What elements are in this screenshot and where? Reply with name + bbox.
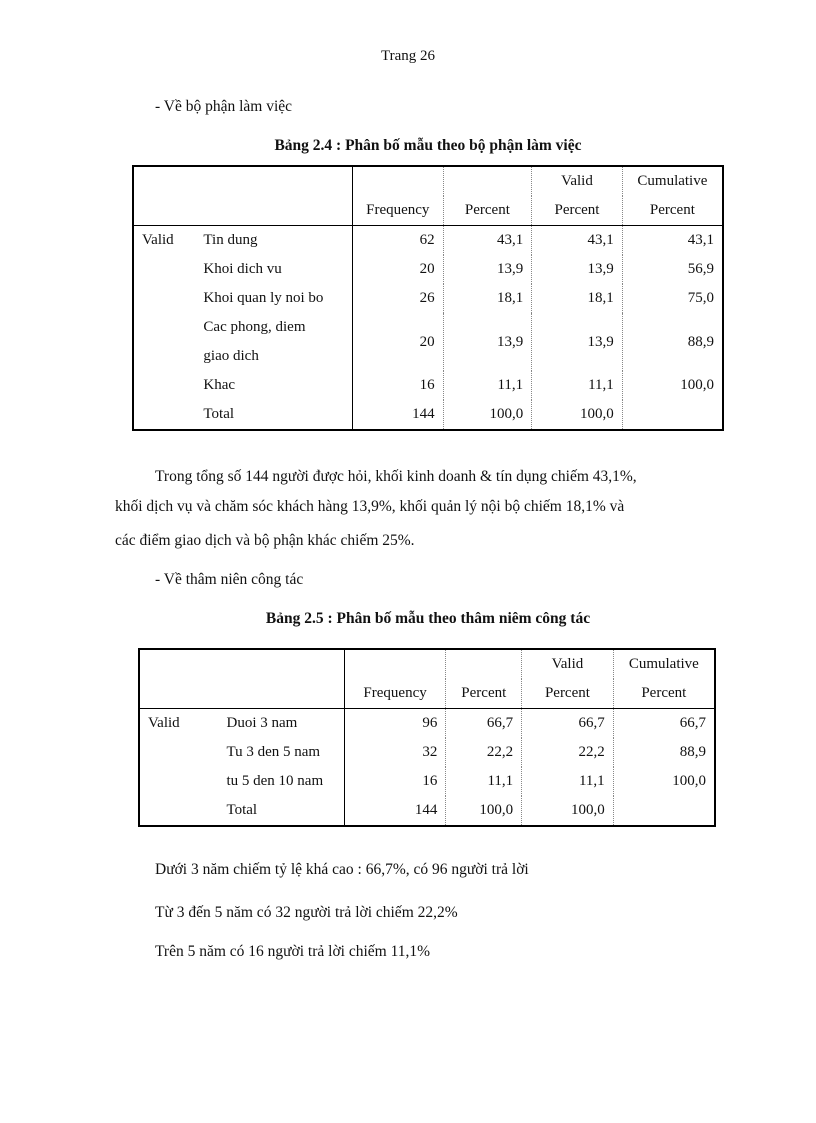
- section-heading-seniority: - Về thâm niên công tác: [155, 571, 304, 588]
- table-corner: [133, 166, 352, 226]
- cell-cumulative: [622, 400, 723, 430]
- cell-cumulative: 75,0: [622, 284, 723, 313]
- header-cumulative-top: Cumulative: [613, 649, 715, 679]
- cell-valid-percent: 22,2: [522, 738, 614, 767]
- cell-frequency: 16: [344, 767, 446, 796]
- header-percent: Percent: [446, 679, 522, 709]
- table-2-4: [132, 165, 724, 431]
- header-cumulative-percent: Percent: [622, 196, 723, 226]
- summary-line-3: Trên 5 năm có 16 người trả lời chiếm 11,1%: [155, 943, 431, 960]
- paragraph-line-1: Trong tổng số 144 người được hỏi, khối kinh doanh & tín dụng chiếm 43,1%,: [155, 468, 637, 485]
- table-row-total: [139, 796, 715, 826]
- paragraph-line-2: khối dịch vụ và chăm sóc khách hàng 13,9%, khối quản lý nội bộ chiếm 18,1% và: [115, 498, 625, 515]
- header-frequency: Frequency: [352, 196, 443, 226]
- row-label: Khac: [203, 377, 236, 393]
- row-label: Total: [226, 802, 258, 818]
- table-row: [139, 738, 715, 767]
- cell-percent: 13,9: [443, 255, 532, 284]
- header-valid-percent: Percent: [522, 679, 614, 709]
- cell-percent: 22,2: [446, 738, 522, 767]
- table-row: [139, 767, 715, 796]
- table-row: [133, 313, 723, 371]
- row-label: [195, 313, 352, 371]
- cell-valid-percent: 100,0: [522, 796, 614, 826]
- summary-line-2: Từ 3 đến 5 năm có 32 người trả lời chiếm 22,2%: [155, 904, 458, 921]
- header-cumulative-top: Cumulative: [622, 166, 723, 196]
- cell-percent: 11,1: [443, 371, 532, 400]
- cell-cumulative: 100,0: [613, 767, 715, 796]
- table-2-5-title: Bảng 2.5 : Phân bố mẫu theo thâm niêm công tác: [265, 610, 591, 627]
- cell-percent: 100,0: [443, 400, 532, 430]
- row-label: Khoi quan ly noi bo: [203, 290, 324, 306]
- group-label: Valid: [142, 232, 174, 248]
- cell-percent: 43,1: [443, 226, 532, 256]
- cell-frequency: 62: [352, 226, 443, 256]
- section-heading-department: - Về bộ phận làm việc: [155, 98, 293, 115]
- table-row: [133, 226, 723, 256]
- cell-valid-percent: 43,1: [532, 226, 623, 256]
- table-2-5: [138, 648, 716, 827]
- cell-valid-percent: 13,9: [532, 255, 623, 284]
- cell-percent: 18,1: [443, 284, 532, 313]
- header-valid-top: Valid: [532, 166, 623, 196]
- cell-frequency: 96: [344, 709, 446, 739]
- summary-line-1: Dưới 3 năm chiếm tỷ lệ khá cao : 66,7%, có 96 người trả lời: [155, 861, 529, 878]
- table-corner: [139, 649, 344, 709]
- row-label-line1: Cac phong, diem: [203, 319, 306, 335]
- page-number: Trang 26: [380, 48, 436, 64]
- cell-cumulative: [613, 796, 715, 826]
- header-valid-percent: Percent: [532, 196, 623, 226]
- cell-valid-percent: 18,1: [532, 284, 623, 313]
- cell-percent: 13,9: [443, 313, 532, 371]
- cell-cumulative: 100,0: [622, 371, 723, 400]
- cell-valid-percent: 66,7: [522, 709, 614, 739]
- row-label: Khoi dich vu: [203, 261, 282, 277]
- cell-percent: 66,7: [446, 709, 522, 739]
- cell-cumulative: 43,1: [622, 226, 723, 256]
- cell-cumulative: 56,9: [622, 255, 723, 284]
- table-row-total: [133, 400, 723, 430]
- table-row: [133, 284, 723, 313]
- row-label: tu 5 den 10 nam: [226, 773, 324, 789]
- cell-percent: 11,1: [446, 767, 522, 796]
- cell-frequency: 144: [352, 400, 443, 430]
- cell-frequency: 20: [352, 313, 443, 371]
- cell-frequency: 16: [352, 371, 443, 400]
- table-row: [133, 255, 723, 284]
- header-cumulative-percent: Percent: [613, 679, 715, 709]
- cell-valid-percent: 11,1: [532, 371, 623, 400]
- cell-percent: 100,0: [446, 796, 522, 826]
- table-2-4-title: Bảng 2.4 : Phân bố mẫu theo bộ phận làm việc: [274, 137, 582, 154]
- cell-frequency: 20: [352, 255, 443, 284]
- cell-valid-percent: 100,0: [532, 400, 623, 430]
- header-valid-top: Valid: [522, 649, 614, 679]
- cell-cumulative: 66,7: [613, 709, 715, 739]
- cell-frequency: 144: [344, 796, 446, 826]
- cell-cumulative: 88,9: [613, 738, 715, 767]
- row-label: Tin dung: [203, 232, 258, 248]
- cell-frequency: 26: [352, 284, 443, 313]
- cell-valid-percent: 13,9: [532, 313, 623, 371]
- header-frequency: Frequency: [344, 679, 446, 709]
- paragraph-line-3: các điểm giao dịch và bộ phận khác chiếm 25%.: [115, 532, 415, 549]
- table-row: [139, 709, 715, 739]
- group-label: Valid: [148, 715, 180, 731]
- row-label-line2: giao dich: [203, 348, 259, 364]
- row-label: Tu 3 den 5 nam: [226, 744, 321, 760]
- header-percent: Percent: [443, 196, 532, 226]
- cell-valid-percent: 11,1: [522, 767, 614, 796]
- table-row: [133, 371, 723, 400]
- cell-frequency: 32: [344, 738, 446, 767]
- row-label: Duoi 3 nam: [226, 715, 298, 731]
- row-label: Total: [203, 406, 235, 422]
- cell-cumulative: 88,9: [622, 313, 723, 371]
